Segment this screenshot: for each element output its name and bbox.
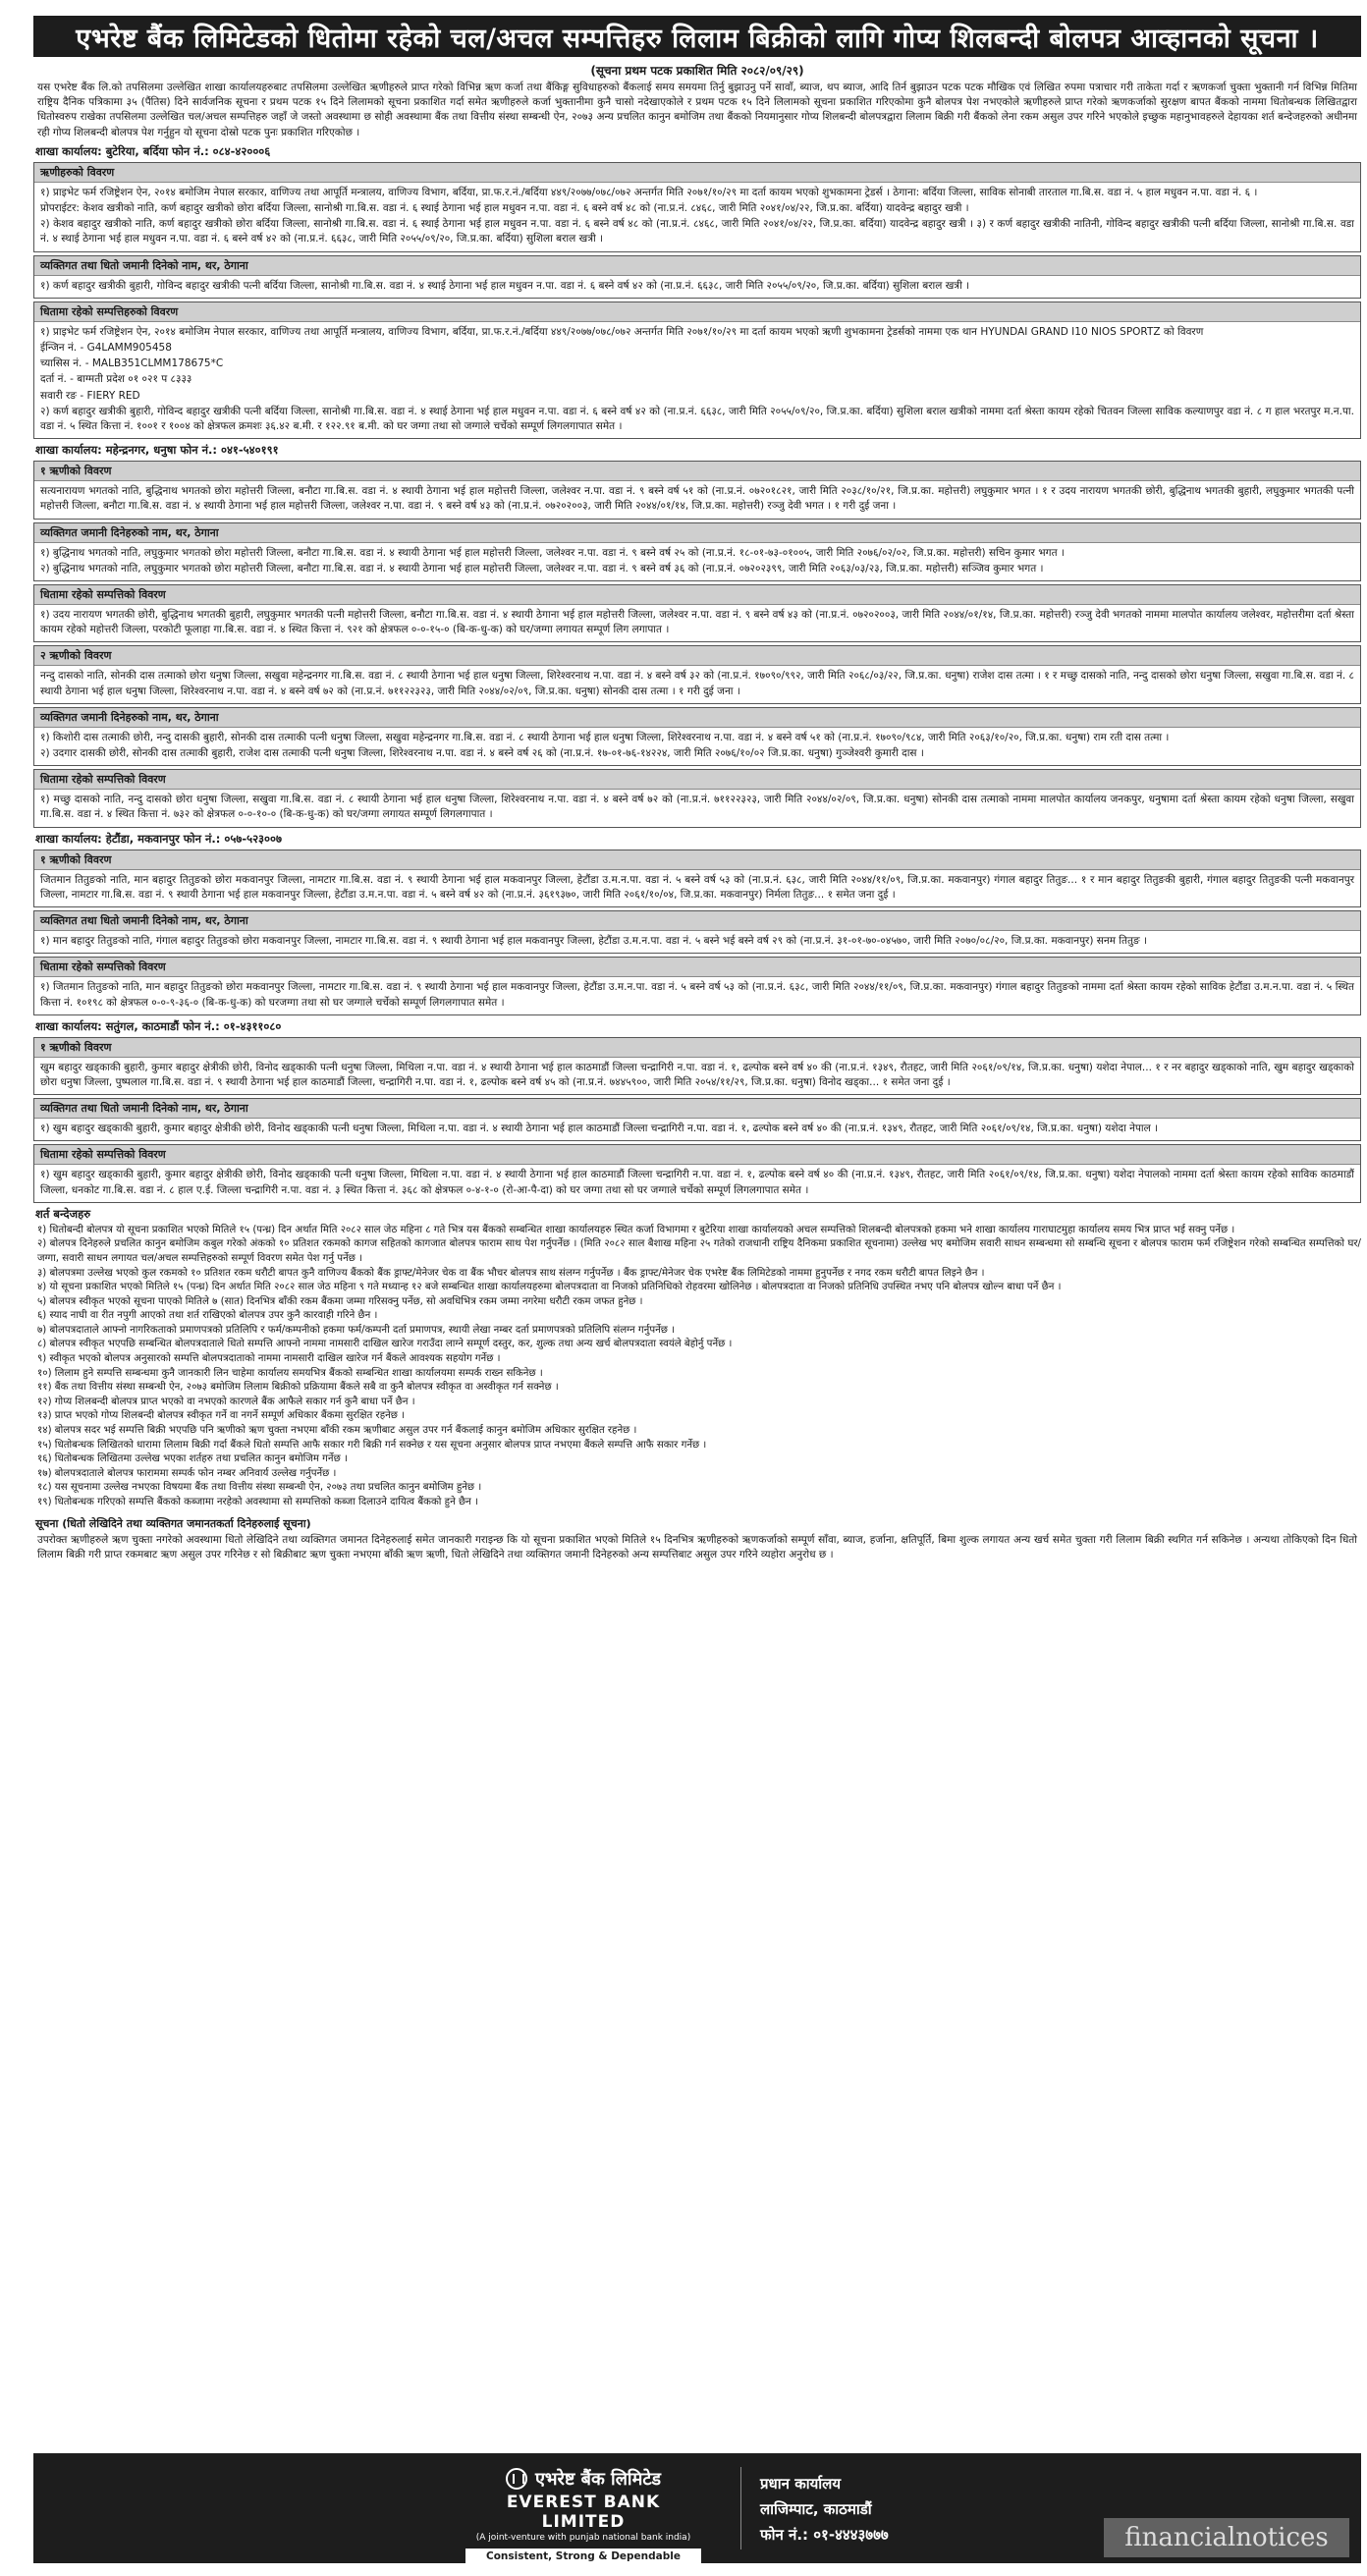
section-body — [34, 543, 1360, 580]
rule-item: १८) यस सूचनामा उल्लेख नभएका विषयमा बैंक तथा वित्तीय संस्था सम्बन्धी ऐन, २०७३ तथा प्रचलित कानुन बमोजिम हुनेछ । — [37, 1482, 482, 1494]
section-heading: व्यक्तिगत तथा धितो जमानी दिनेको नाम, थर, ठेगाना — [34, 256, 1360, 276]
section-item: खुम बहादुर खड्काकी बुहारी, कुमार बहादुर क्षेत्रीकी छोरी, विनोद खड्काकी पत्नी धनुषा जिल्ला, मिथिला न.पा. वडा नं. ४ स्थायी ठेगाना भई हाल काठमाडौं जिल्ला चन्द्रागिरी न.पा. वडा नं. १, ढल्पोक बस्ने वर्ष ४० की (ना.प्र.नं. १३४९, रौतहट, जारी मिति २०६१/०९/१४, जि.प्र.का. धनुषा) यशेदा नेपाल... १ र नर बहादुर खड्काको नाति, खुम बहादुर खड्काको छोरा धनुषा जिल्ला, पुष्पलाल गा.बि.स. वडा नं. ९ स्थायी ठेगाना भई हाल काठमाडौं जिल्ला, चन्द्रागिरी न.पा. वडा नं. १, ढल्पोक बस्ने वर्ष ४५ को (ना.प्र.नं. ७४४५९००, जारी मिति २०५४/११/२९, जि.प्र.का. धनुषा) विनोद खड्का... १ समेत जना दुई । — [40, 1061, 1354, 1088]
rule-item: ५) बोलपत्र स्वीकृत भएको सूचना पाएको मितिले ७ (सात) दिनभित्र बाँकी रकम बैंकमा जम्मा गरिसक्नु पर्नेछ, सो अवधिभित्र रकम जम्मा नगरेमा धरौटी रकम जफत हुनेछ । — [37, 1295, 643, 1307]
rule-item: ३) बोलपत्रमा उल्लेख भएको कुल रकमको १० प्रतिशत रकम धरौटी बापत कुनै वाणिज्य बैंकको बैंक ड्राफ्ट/मेनेजर चेक वा बैंक भौचर बोलपत्र साथ संलग्न गर्नुपर्नेछ । बैंक ड्राफ्ट/मेनेजर चेक एभरेष्ट बैंक लिमिटेडको नाममा हुनुपर्नेछ र नगद रकम धरौटी बापत लिइने छैन । — [37, 1267, 985, 1279]
section-body — [34, 1058, 1360, 1094]
rule-item: १) धितोबन्दी बोलपत्र यो सूचना प्रकाशित भएको मितिले १५ (पन्ध्र) दिन अर्थात मिति २०८२ साल जेठ महिना ८ गते भित्र यस बैंकको सम्बन्धित शाखा कार्यालयहरु स्थित कर्जा विभागमा र बुटेरिया शाखा कार्यालयको अचल सम्पत्तिको शिलबन्दी बोलपत्रको हकमा भने शाखा कार्यालय गाराघाटमुहा कार्यालय समय भित्र प्राप्त भई सक्नु पर्नेछ । — [37, 1224, 1235, 1235]
branch-office-label: शाखा कार्यालय: बुटेरिया, बर्दिया फोन नं.: ०८४-४२०००६ — [35, 143, 271, 158]
section-item: ईन्जिन नं. - G4LAMM905458 — [40, 342, 172, 355]
section-item: दर्ता नं. - बाग्मती प्रदेश ०१ ०२१ प ८३३३ — [40, 373, 192, 386]
notice-title: एभरेष्ट बैंक लिमिटेडको धितोमा रहेको चल/अचल सम्पत्तिहरु लिलाम बिक्रीको लागि गोप्य शिलबन्दी बोलपत्र आव्हानको सूचना । — [33, 16, 1361, 57]
detail-section — [33, 162, 1361, 252]
head-office-label: प्रधान कार्यालय — [760, 2475, 842, 2493]
section-item: १) कर्ण बहादुर खत्रीकी बुहारी, गोविन्द बहादुर खत्रीकी पत्नी बर्दिया जिल्ला, सानोश्री गा.बि.स. वडा नं. ४ स्थाई ठेगाना भई हाल मधुवन न.पा. वडा नं. ६ बस्ने वर्ष ४२ को (ना.प्र.नं. ६६३८, जारी मिति २०५५/०९/२०, जि.प्र.का. बर्दिया) सुशिला बराल खत्री । — [40, 279, 970, 292]
rule-item: ८) बोलपत्र स्वीकृत भएपछि सम्बन्धित बोलपत्रदाताले धितो सम्पत्ति आफ्नो नाममा नामसारी दाखिल खारेज गराउँदा लाग्ने सम्पूर्ण दस्तुर, कर, शुल्क तथा अन्य खर्च बोलपत्रदाता स्वयंले बेहोर्नु पर्नेछ । — [37, 1339, 733, 1350]
section-heading: धितामा रहेको सम्पत्तिको विवरण — [34, 770, 1360, 790]
section-item: प्रोपराईटर: केशव खत्रीको नाति, कर्ण बहादुर खत्रीको छोरा बर्दिया जिल्ला, सानोश्री गा.बि.स. वडा नं. ६ स्थाई ठेगाना भई हाल मधुवन न.पा. वडा नं. ६ बस्ने वर्ष ४८ को (ना.प्र.नं. ८४६८, जारी मिति २०४१/०४/२२, जि.प्र.का. बर्दिया) यादवेन्द्र बहादुर खत्री । — [40, 202, 969, 215]
rule-item: २) बोलपत्र दिनेहरुले प्रचलित कानुन बमोजिम कबुल गरेको अंकको १० प्रतिशत रकमको कागज सहितको कागजात बोलपत्र फाराम साथ पेश गर्नुपर्नेछ । (मिति २०८२ साल बैशाख महिना २५ गतेको राजधानी राष्ट्रिय दैनिकमा प्रकाशित सूचनामा) उल्लेख भए बमोजिम सवारी साधन सम्बन्धमा सो सम्बन्धि सूचना र बोलपत्र फाराम फर्म रजिष्ट्रेशन गरेको सम्बन्धित सम्पत्तिको घर/जग्गा, सवारी साधन लगायत चल/अचल सम्पत्तिहरुको सम्पूर्ण विवरण समेत पेश गर्नु पर्नेछ । — [37, 1238, 1361, 1264]
rule-item: ६) स्याद नाघी वा रीत नपुगी आएको तथा शर्त राखिएको बोलपत्र उपर कुनै कारवाही गरिने छैन । — [37, 1310, 378, 1322]
detail-section — [33, 769, 1361, 827]
rule-item: १५) धितोबन्धक लिखितको धारामा लिलाम बिक्री गर्दा बैंकले धितो सम्पत्ति आफै सकार गरी बिक्री गर्न सक्नेछ र यस सूचना अनुसार बोलपत्र प्राप्त नभएमा बैंकले सम्पत्ति आफै सकार गर्नेछ । — [37, 1439, 707, 1451]
head-office-address: लाजिम्पाट, काठमाडौं — [760, 2500, 872, 2518]
section-item: १) मच्छु दासको नाति, नन्दु दासको छोरा धनुषा जिल्ला, सखुवा गा.बि.स. वडा नं. ८ स्थायी ठेगाना भई हाल धनुषा जिल्ला, शिरेश्वरनाथ न.पा. वडा नं. ४ बस्ने वर्ष ७२ को (ना.प्र.नं. ७११२२३२३, जारी मिति २०४४/०२/०९, जि.प्र.का. धनुषा) सोनकी दास तत्माको नाममा मालपोत कार्यालय जनकपुर, धनुषामा दर्ता श्रेस्ता कायम रहेको धनुषा जिल्ला, सखुवा गा.बि.स. वडा नं. ४ स्थित कित्ता नं. ७३२ को क्षेत्रफल ०-०-१०-० (बि-क-धु-क) को घर/जग्गा लगायत सम्पूर्ण लिगलगापात । — [40, 794, 1354, 821]
rules-list — [33, 1224, 1361, 1510]
branch-office-label: शाखा कार्यालय: सतुंगल, काठमाडौं फोन नं.: ०१-४३११०८० — [35, 1018, 282, 1033]
detail-section — [33, 850, 1361, 907]
rule-item: १४) बोलपत्र सदर भई सम्पत्ति बिक्री भएपछि पनि ऋणीको ऋण चुक्ता नभएमा बाँकी रकम ऋणीबाट असुल उपर गर्न बैंकलाई कानुन बमोजिम अधिकार सुरक्षित रहनेछ । — [37, 1425, 637, 1437]
footer-divider — [740, 2467, 741, 2549]
detail-section — [33, 584, 1361, 642]
rule-item: १७) बोलपत्रदाताले बोलपत्र फाराममा सम्पर्क फोन नम्बर अनिवार्य उल्लेख गर्नुपर्नेछ । — [37, 1467, 337, 1479]
section-heading: १ ऋणीको विवरण — [34, 850, 1360, 870]
section-item: २) उदगार दासकी छोरी, सोनकी दास तत्माकी बुहारी, राजेश दास तत्माकी पत्नी धनुषा जिल्ला, शिरेश्वरनाथ न.पा. वडा नं. ४ बस्ने वर्ष २६ को (ना.प्र.नं. १७-०१-७६-१४२२४, जारी मिति २०७६/१०/०२ जि.प्र.का. धनुषा) गुञ्जेश्वरी कुमारी दास । — [40, 747, 924, 760]
rule-item: १०) लिलाम हुने सम्पत्ति सम्बन्धमा कुनै जानकारी लिन चाहेमा कार्यालय समयभित्र बैंकको सम्बन्धित शाखा कार्यालयमा सम्पर्क राख्न सकिनेछ । — [37, 1367, 543, 1379]
detail-section — [33, 255, 1361, 299]
detail-section — [33, 707, 1361, 766]
logo-english-text: EVEREST BANK LIMITED — [506, 2493, 661, 2532]
detail-section — [33, 522, 1361, 581]
section-item: २) कर्ण बहादुर खत्रीकी बुहारी, गोविन्द बहादुर खत्रीकी पत्नी बर्दिया जिल्ला, सानोश्री गा.बि.स. वडा नं. ४ स्थाई ठेगाना भई हाल मधुवन न.पा. वडा नं. ६ बस्ने वर्ष ४२ को (ना.प्र.नं. ६६३८, जारी मिति २०५५/०९/२०, जि.प्र.का. बर्दिया) सुशिला बराल खत्रीको नाममा दर्ता श्रेस्ता कायम रहेको चितवन जिल्ला साविक कल्याणपुर वडा नं. ८ ग हाल भरतपुर म.न.पा. वडा नं. ५ स्थित कित्ता नं. १००१ र १००४ को क्षेत्रफल क्रमशः ३६.४२ ब.मी. र १२२.९१ ब.मी. को घर जग्गा तथा सो जग्गाले चर्चेको सम्पूर्ण लिगलगापात समेत । — [40, 405, 1354, 433]
section-item: च्यासिस नं. - MALB351CLMM178675*C — [40, 357, 224, 370]
publication-date: (सूचना प्रथम पटक प्रकाशित मिति २०८२/०९/२९) — [590, 64, 804, 78]
section-body — [34, 931, 1360, 953]
note-heading: सूचना (धितो लेखिदिने तथा व्यक्तिगत जमानतकर्ता दिनेहरुलाई सूचना) — [35, 1516, 311, 1530]
detail-section — [33, 461, 1361, 519]
section-item: १) उदय नारायण भगतकी छोरी, बुद्धिनाथ भगतकी बुहारी, लघुकुमार भगतकी पत्नी महोत्तरी जिल्ला, बनौटा गा.बि.स. वडा नं. ४ स्थायी ठेगाना भई हाल महोत्तरी जिल्ला, जलेश्वर न.पा. वडा नं. ९ बस्ने वर्ष ४३ को (ना.प्र.नं. ०७२०२००३, जारी मिति २०४४/०१/१४, जि.प्र.का. महोत्तरी) रञ्जु देवी भगतको नाममा मालपोत कार्यालय जलेश्वर, महोत्तरीमा दर्ता श्रेस्ता कायम रहेको महोत्तरी जिल्ला, परकोटी फूलाहा गा.बि.स. वडा नं. ४ स्थित कित्ता नं. ९२१ को क्षेत्रफल ०-०-१५-० (बि-क-धु-क) को घर/जग्गा लगायत सम्पूर्ण लिग लगापात । — [40, 609, 1354, 636]
branches-container — [33, 144, 1361, 1203]
notice-page — [33, 16, 1361, 1565]
section-heading: व्यक्तिगत तथा धितो जमानी दिनेको नाम, थर, ठेगाना — [34, 1099, 1360, 1119]
rule-item: १३) प्राप्त भएको गोप्य शिलबन्दी बोलपत्र स्वीकृत गर्ने वा नगर्ने सम्पूर्ण अधिकार बैंकमा सुरक्षित रहनेछ । — [37, 1410, 406, 1422]
section-heading: ऋणीहरुको विवरण — [34, 163, 1360, 183]
section-item: सवारी रङ - FIERY RED — [40, 389, 140, 402]
section-item: १) खुम बहादुर खड्काकी बुहारी, कुमार बहादुर क्षेत्रीकी छोरी, विनोद खड्काकी पत्नी धनुषा जिल्ला, मिथिला न.पा. वडा नं. ४ स्थायी ठेगाना भई हाल काठमाडौं जिल्ला चन्द्रागिरी न.पा. वडा नं. १, ढल्पोक बस्ने वर्ष ४० की (ना.प्र.नं. १३४९, रौतहट, जारी मिति २०६१/०९/१४, जि.प्र.का. धनुषा) यशेदा नेपाल । — [40, 1123, 1159, 1135]
note-paragraph: उपरोक्त ऋणीहरुले ऋण चुक्ता नगरेको अवस्थामा धितो लेखिदिने तथा व्यक्तिगत जमानत दिनेहरुलाई समेत जानकारी गराइन्छ कि यो सूचना प्रकाशित भएको मितिले १५ दिनभित्र ऋणीहरुको ऋणकर्जाको सम्पूर्ण साँवा, ब्याज, हर्जाना, क्षतिपूर्ति, बिमा शुल्क लगायत अन्य खर्च समेत चुक्ता गरी लिलाम बिक्री स्थगित गर्न सकिनेछ । अन्यथा तोकिएको दिन धितो लिलाम बिक्री गरी प्राप्त रकमबाट ऋण असुल उपर गरिनेछ र सो बिक्रीबाट ऋण चुक्ता नभएमा बाँकी ऋण ऋणी, धितो लेखिदिने तथा व्यक्तिगत जमानी दिनेहरुको अन्य सम्पत्तिबाट असुल उपर गरिने व्यहोरा अनुरोध छ । — [37, 1533, 1357, 1561]
section-item: १) प्राइभेट फर्म रजिष्ट्रेशन ऐन, २०१४ बमोजिम नेपाल सरकार, वाणिज्य तथा आपूर्ति मन्त्रालय, वाणिज्य विभाग, बर्दिया, प्रा.फ.र.नं./बर्दिया ४४९/२०७७/०७८/०७२ अन्तर्गत मिति २०७१/१०/२९ मा दर्ता कायम भएको शुभकामना ट्रेडर्स । ठेगाना: बर्दिया जिल्ला, साविक सोनाबी तारताल गा.बि.स. वडा नं. ५ हाल मधुवन न.पा. वडा नं. ६ । — [40, 186, 1258, 198]
rule-item: ९) स्वीकृत भएको बोलपत्र अनुसारको सम्पत्ति बोलपत्रदाताको नाममा नामसारी दाखिल खारेज गर्न बैंकले आवश्यक सहयोग गर्नेछ । — [37, 1353, 501, 1365]
rule-item: ११) बैंक तथा वित्तीय संस्था सम्बन्धी ऐन, २०७३ बमोजिम लिलाम बिक्रीको प्रक्रियामा बैंकले सबै वा कुनै बोलपत्र स्वीकृत वा अस्वीकृत गर्न सक्नेछ । — [37, 1382, 559, 1394]
section-body — [34, 481, 1360, 518]
detail-section — [33, 1144, 1361, 1202]
section-heading: १ ऋणीको विवरण — [34, 462, 1360, 481]
watermark-logo: financialnotices — [1104, 2518, 1349, 2557]
section-body — [34, 790, 1360, 826]
branch-office-label: शाखा कार्यालय: हेटौंडा, मकवानपुर फोन नं.: ०५७-५२३००७ — [35, 831, 282, 846]
logo-subtext: (A joint-venture with punjab national bank india) — [475, 2533, 691, 2543]
section-body — [34, 605, 1360, 641]
section-heading: १ ऋणीको विवरण — [34, 1038, 1360, 1058]
section-body — [34, 1119, 1360, 1140]
section-body — [34, 666, 1360, 702]
rule-item: ४) यो सूचना प्रकाशित भएको मितिले १५ (पन्ध्र) दिन अर्थात मिति २०८२ साल जेठ महिना ९ गते मध्यान्ह १२ बजे सम्बन्धित शाखा कार्यालयहरुमा बोलपत्रदाता वा निजको प्रतिनिधिको रोहवरमा खोलिनेछ । बोलपत्रदाता वा निजको प्रतिनिधि उपस्थित नभए पनि बोलपत्र खोल्न बाधा पर्ने छैन । — [37, 1282, 1062, 1293]
section-item: १) किशोरी दास तत्माकी छोरी, नन्दु दासकी बुहारी, सोनकी दास तत्माकी पत्नी धनुषा जिल्ला, सखुवा महेन्द्रनगर गा.बि.स. वडा नं. ८ स्थायी ठेगाना भई हाल धनुषा जिल्ला, शिरेश्वरनाथ न.पा. वडा नं. ४ बस्ने वर्ष ५१ को (ना.प्र.नं. १७०९०/९८४, जारी मिति २०६३/१०/२०, जि.प्र.का. धनुषा) राम रती दास तत्मा । — [40, 731, 1170, 743]
section-item: १) बुद्धिनाथ भगतको नाति, लघुकुमार भगतको छोरा महोत्तरी जिल्ला, बनौटा गा.बि.स. वडा नं. ४ स्थायी ठेगाना भई हाल महोत्तरी जिल्ला, जलेश्वर न.पा. वडा नं. ९ बस्ने वर्ष २५ को (ना.प्र.नं. १८-०१-७३-०१००५, जारी मिति २०७६/०२/०२, जि.प्र.का. महोत्तरी) सचिन कुमार भगत । — [40, 546, 1065, 559]
section-item: १) प्राइभेट फर्म रजिष्ट्रेशन ऐन, २०१४ बमोजिम नेपाल सरकार, वाणिज्य तथा आपूर्ति मन्त्रालय, वाणिज्य विभाग, बर्दिया, प्रा.फ.र.नं./बर्दिया ४४९/२०७७/०७८/०७२ अन्तर्गत मिति २०७१/१०/२९ मा दर्ता कायम भएको ऋणी शुभकामना ट्रेडर्सको नाममा एक थान HYUNDAI GRAND I10 NIOS SPORTZ को विवरण — [40, 325, 1204, 338]
branch-office-label: शाखा कार्यालय: महेन्द्रनगर, धनुषा फोन नं.: ०४१-५४०१९१ — [35, 443, 279, 458]
section-heading: धितामा रहेको सम्पत्तिको विवरण — [34, 585, 1360, 605]
rule-item: १६) धितोबन्धक लिखितमा उल्लेख भएका शर्तहरु तथा प्रचलित कानुन बमोजिम गर्नेछ । — [37, 1453, 348, 1465]
section-heading: व्यक्तिगत जमानी दिनेहरुको नाम, थर, ठेगाना — [34, 523, 1360, 543]
section-item: १) मान बहादुर तितुङको नाति, गंगाल बहादुर तितुङको छोरा मकवानपुर जिल्ला, नामटार गा.बि.स. वडा नं. ९ स्थायी ठेगाना भई हाल मकवानपुर जिल्ला, हेटौंडा उ.म.न.पा. वडा नं. ५ बस्ने भई बस्ने वर्ष २९ को (ना.प्र.नं. ३१-०१-७०-०४५७०, जारी मिति २०७०/०८/२०, जि.प्र.का. मकवानपुर) सनम तितुङ । — [40, 935, 1148, 948]
section-item: १) खुम बहादुर खड्काकी बुहारी, कुमार बहादुर क्षेत्रीकी छोरी, विनोद खड्काकी पत्नी धनुषा जिल्ला, मिथिला न.पा. वडा नं. ४ स्थायी ठेगाना भई हाल काठमाडौं जिल्ला चन्द्रागिरी न.पा. वडा नं. १, ढल्पोक बस्ने वर्ष ४० की (ना.प्र.नं. १३४९, रौतहट, जारी मिति २०६१/०९/१४, जि.प्र.का. धनुषा) यशेदा नेपालको नाममा दर्ता श्रेस्ता कायम रहेको साविक काठमाडौं जिल्ला, धनकोट गा.बि.स. वडा नं. ८ हाल ए.ई. जिल्ला चन्द्रागिरी न.पा. वडा नं. ३ स्थित कित्ता नं. ३६८ को क्षेत्रफल ०-४-१-० (रो-आ-पै-दा) को घर जग्गा तथा सो घर जग्गाले चर्चेको सम्पूर्ण लिगलगापात समेत । — [40, 1169, 1354, 1196]
section-heading: धितामा रहेको सम्पत्तिको विवरण — [34, 958, 1360, 977]
rules-heading: शर्त बन्देजहरु — [35, 1206, 91, 1221]
footer-bar — [33, 2453, 1361, 2563]
detail-section — [33, 645, 1361, 703]
section-body — [34, 1165, 1360, 1201]
bank-emblem-icon — [506, 2468, 527, 2490]
section-item: नन्दु दासको नाति, सोनकी दास तत्माको छोरा धनुषा जिल्ला, सखुवा महेन्द्रनगर गा.बि.स. वडा नं. ८ स्थायी ठेगाना भई हाल धनुषा जिल्ला, शिरेश्वरनाथ न.पा. वडा नं. ४ बस्ने वर्ष ३२ को (ना.प्र.नं. १७०९०/९९२, जारी मिति २०६८/०३/२२, जि.प्र.का. धनुषा) राजेश दास तत्मा । १ र मच्छु दासको नाति, नन्दु दासको छोरा धनुषा जिल्ला, सखुवा गा.बि.स. वडा नं. ८ स्थायी ठेगाना भई हाल धनुषा जिल्ला, शिरेश्वरनाथ न.पा. वडा नं. ४ बस्ने वर्ष ७२ को (ना.प्र.नं. ७११२२३२३, जारी मिति २०४४/०२/०९, जि.प्र.का. धनुषा) सोनकी दास तत्मा । १ गरी दुई जना । — [40, 670, 1354, 697]
bank-logo — [465, 2467, 701, 2562]
section-body — [34, 183, 1360, 251]
section-item: जितमान तितुङको नाति, मान बहादुर तितुङको छोरा मकवानपुर जिल्ला, नामटार गा.बि.स. वडा नं. ९ स्थायी ठेगाना भई हाल मकवानपुर जिल्ला, हेटौंडा उ.म.न.पा. वडा नं. ५ बस्ने वर्ष ५३ को (ना.प्र.नं. ६३८, जारी मिति २०४४/११/०९, जि.प्र.का. मकवानपुर) गंगाल बहादुर तितुङ... १ र मान बहादुर तितुङकी बुहारी, गंगाल बहादुर तितुङकी पत्नी मकवानपुर जिल्ला, नामटार गा.बि.स. वडा नं. ९ स्थायी ठेगाना भई हाल मकवानपुर जिल्ला, हेटौंडा उ.म.न.पा. वडा नं. ५ बस्ने वर्ष ४२ को (ना.प्र.नं. ३६१९३७०, जारी मिति २०६१/१०/०४, जि.प्र.का. मकवानपुर) निर्मला तितुङ... १ समेत जना दुई । — [40, 873, 1354, 901]
bank-tagline: Consistent, Strong & Dependable — [465, 2549, 701, 2564]
section-heading: धितामा रहेको सम्पत्तिको विवरण — [34, 1145, 1360, 1165]
detail-section — [33, 957, 1361, 1014]
section-heading: व्यक्तिगत जमानी दिनेहरुको नाम, थर, ठेगाना — [34, 708, 1360, 728]
logo-nepali-text: एभरेष्ट बैंक लिमिटेड — [534, 2469, 662, 2490]
section-item: २) केशव बहादुर खत्रीको नाति, कर्ण बहादुर खत्रीको छोरा बर्दिया जिल्ला, सानोश्री गा.बि.स. वडा नं. ६ स्थाई ठेगाना भई हाल मधुवन न.पा. वडा नं. ६ बस्ने वर्ष ४८ को (ना.प्र.नं. ८४६८, जारी मिति २०४१/०४/२२, जि.प्र.का. बर्दिया) यादवेन्द्र बहादुर खत्री । ३) र कर्ण बहादुर खत्रीकी नातिनी, गोविन्द बहादुर खत्रीकी पत्नी बर्दिया जिल्ला, सानोश्री गा.बि.स. वडा नं. ४ स्थाई ठेगाना भई हाल मधुवन न.पा. वडा नं. ६ बस्ने वर्ष ४२ को (ना.प्र.नं. ६६३८, जारी मिति २०५५/०९/२०, जि.प्र.का. बर्दिया) सुशिला बराल खत्री । — [40, 218, 1354, 246]
section-body — [34, 977, 1360, 1014]
rule-item: १२) गोप्य शिलबन्दी बोलपत्र प्राप्त भएको वा नभएको कारणले बैंक आफैले सकार गर्न कुनै बाधा पर्ने छैन । — [37, 1396, 415, 1407]
detail-section — [33, 1037, 1361, 1095]
head-office-phone: फोन नं.: ०१-४४४३७७७ — [760, 2526, 889, 2544]
section-body — [34, 728, 1360, 765]
section-item: १) जितमान तितुङको नाति, मान बहादुर तितुङको छोरा मकवानपुर जिल्ला, नामटार गा.बि.स. वडा नं. ९ स्थायी ठेगाना भई हाल मकवानपुर जिल्ला, हेटौंडा उ.म.न.पा. वडा नं. ५ बस्ने वर्ष ५३ को (ना.प्र.नं. ६३८, जारी मिति २०४४/११/०९, जि.प्र.का. मकवानपुर) गंगाल बहादुर तितुङको नाममा दर्ता श्रेस्ता कायम रहेको साविक हेटौंडा उ.म.न.पा. वडा नं. ५ स्थित कित्ता नं. १०१९८ को क्षेत्रफल ०-०-९-३६-० (बि-क-धु-क) को घरजग्गा तथा सो घर जग्गाले चर्चेको सम्पूर्ण लिगलगापात समेत । — [40, 981, 1354, 1009]
section-heading: धितामा रहेको सम्पत्तिहरुको विवरण — [34, 302, 1360, 322]
section-item: सत्यनारायण भगतको नाति, बुद्धिनाथ भगतको छोरा महोत्तरी जिल्ला, बनौटा गा.बि.स. वडा नं. ४ स्थायी ठेगाना भई हाल महोत्तरी जिल्ला, जलेश्वर न.पा. वडा नं. ९ बस्ने वर्ष ५१ को (ना.प्र.नं. ०७२०१८२१, जारी मिति २०३८/१०/२१, जि.प्र.का. महोत्तरी) लघुकुमार भगत । १ र उदय नारायण भगतकी छोरी, बुद्धिनाथ भगतकी बुहारी, लघुकुमार भगतकी पत्नी महोत्तरी जिल्ला, बनौटा गा.बि.स. वडा नं. ४ स्थायी ठेगाना भई हाल महोत्तरी जिल्ला, जलेश्वर न.पा. वडा नं. ९ बस्ने वर्ष ४३ को (ना.प्र.नं. ०७२०२००३, जारी मिति २०४४/०१/१४, जि.प्र.का. महोत्तरी) रञ्जु देवी भगत । १ गरी दुई जना । — [40, 485, 1354, 513]
section-body — [34, 322, 1360, 438]
section-heading: व्यक्तिगत तथा धितो जमानी दिनेको नाम, थर, ठेगाना — [34, 911, 1360, 931]
rule-item: ७) बोलपत्रदाताले आफ्नो नागरिकताको प्रमाणपत्रको प्रतिलिपि र फर्म/कम्पनीको हकमा फर्म/कम्पनी दर्ता प्रमाणपत्र, स्थायी लेखा नम्बर दर्ता प्रमाणपत्रको प्रतिलिपि संलग्न गर्नुपर्नेछ । — [37, 1324, 675, 1336]
head-office-info — [760, 2471, 889, 2548]
intro-paragraph: यस एभरेष्ट बैंक लि.को तपसिलमा उल्लेखित शाखा कार्यालयहरुबाट तपसिलमा उल्लेखित ऋणीहरुले प्राप्त गरेको विभिन्न ऋण कर्जा तथा बैंकिङ्ग सुविधाहरुको बैंकलाई समय समयमा तिर्नु बुझाउनु पर्ने सावाँ, ब्याज, थप ब्याज, आदि तिर्न बुझाउन पटक पटक मौखिक एवं लिखित रुपमा पत्राचार गरी ताकेता गर्दा र ऋणकर्जा चुक्ता भुक्तानी गर्न विभिन्न मितिमा राष्ट्रिय दैनिक पत्रिकामा ३५ (पैंतिस) दिने सार्वजनिक सूचना र प्रथम पटक १५ दिने लिलामको सूचना प्रकाशित गर्दा समेत ऋणीहरुले कर्जा भुक्तानीमा कुनै चासो नदेखाएकोले र प्रथम पटक १५ दिने लिलामको सूचना प्रकाशित गरिएकोमा कुनै बोलपत्र पेश नभएकोले ऋणीहरुले प्राप्त गरेको ऋणकर्जाको सुरक्षण बापत बैंकको नाममा धितोबन्धक लिखितद्वारा धितोस्वरुप राखेका तपसिलमा उल्लेखित चल/अचल सम्पत्तिहरु जहाँ जे जस्तो अवस्थामा छ सोही अवस्थामा बैंक तथा वित्तीय संस्था सम्बन्धी ऐन, २०७३ अन्य प्रचलित कानुन बमोजिम तथा बैंकको नियमानुसार गोप्य शिलबन्दी बोलपत्रद्वारा लिलाम बिक्री गरी बैंकको लेना रकम असुल उपर गरिने भएकोले इच्छुक महानुभावहरुले देहायका शर्त बन्देजहरुको अधीनमा रही गोप्य शिलबन्दी बोलपत्र पेश गर्नुहुन यो सूचना दोस्रो पटक पुनः प्रकाशित गरिएकोछ । — [37, 82, 1357, 138]
section-heading: २ ऋणीको विवरण — [34, 646, 1360, 666]
section-body — [34, 870, 1360, 906]
section-body — [34, 276, 1360, 298]
detail-section — [33, 1098, 1361, 1141]
rule-item: १९) धितोबन्धक गरिएको सम्पत्ति बैंकको कब्जामा नरहेको अवस्थामा सो सम्पत्तिको कब्जा दिलाउने दायित्व बैंकको हुने छैन । — [37, 1497, 478, 1507]
detail-section — [33, 910, 1361, 954]
detail-section — [33, 301, 1361, 439]
section-item: २) बुद्धिनाथ भगतको नाति, लघुकुमार भगतको छोरा महोत्तरी जिल्ला, बनौटा गा.बि.स. वडा नं. ४ स्थायी ठेगाना भई हाल महोत्तरी जिल्ला, जलेश्वर न.पा. वडा नं. ९ बस्ने वर्ष ३६ को (ना.प्र.नं. ०७२०२३९९, जारी मिति २०६३/०३/२३, जि.प्र.का. महोत्तरी) सञ्जिव कुमार भगत । — [40, 562, 1044, 575]
